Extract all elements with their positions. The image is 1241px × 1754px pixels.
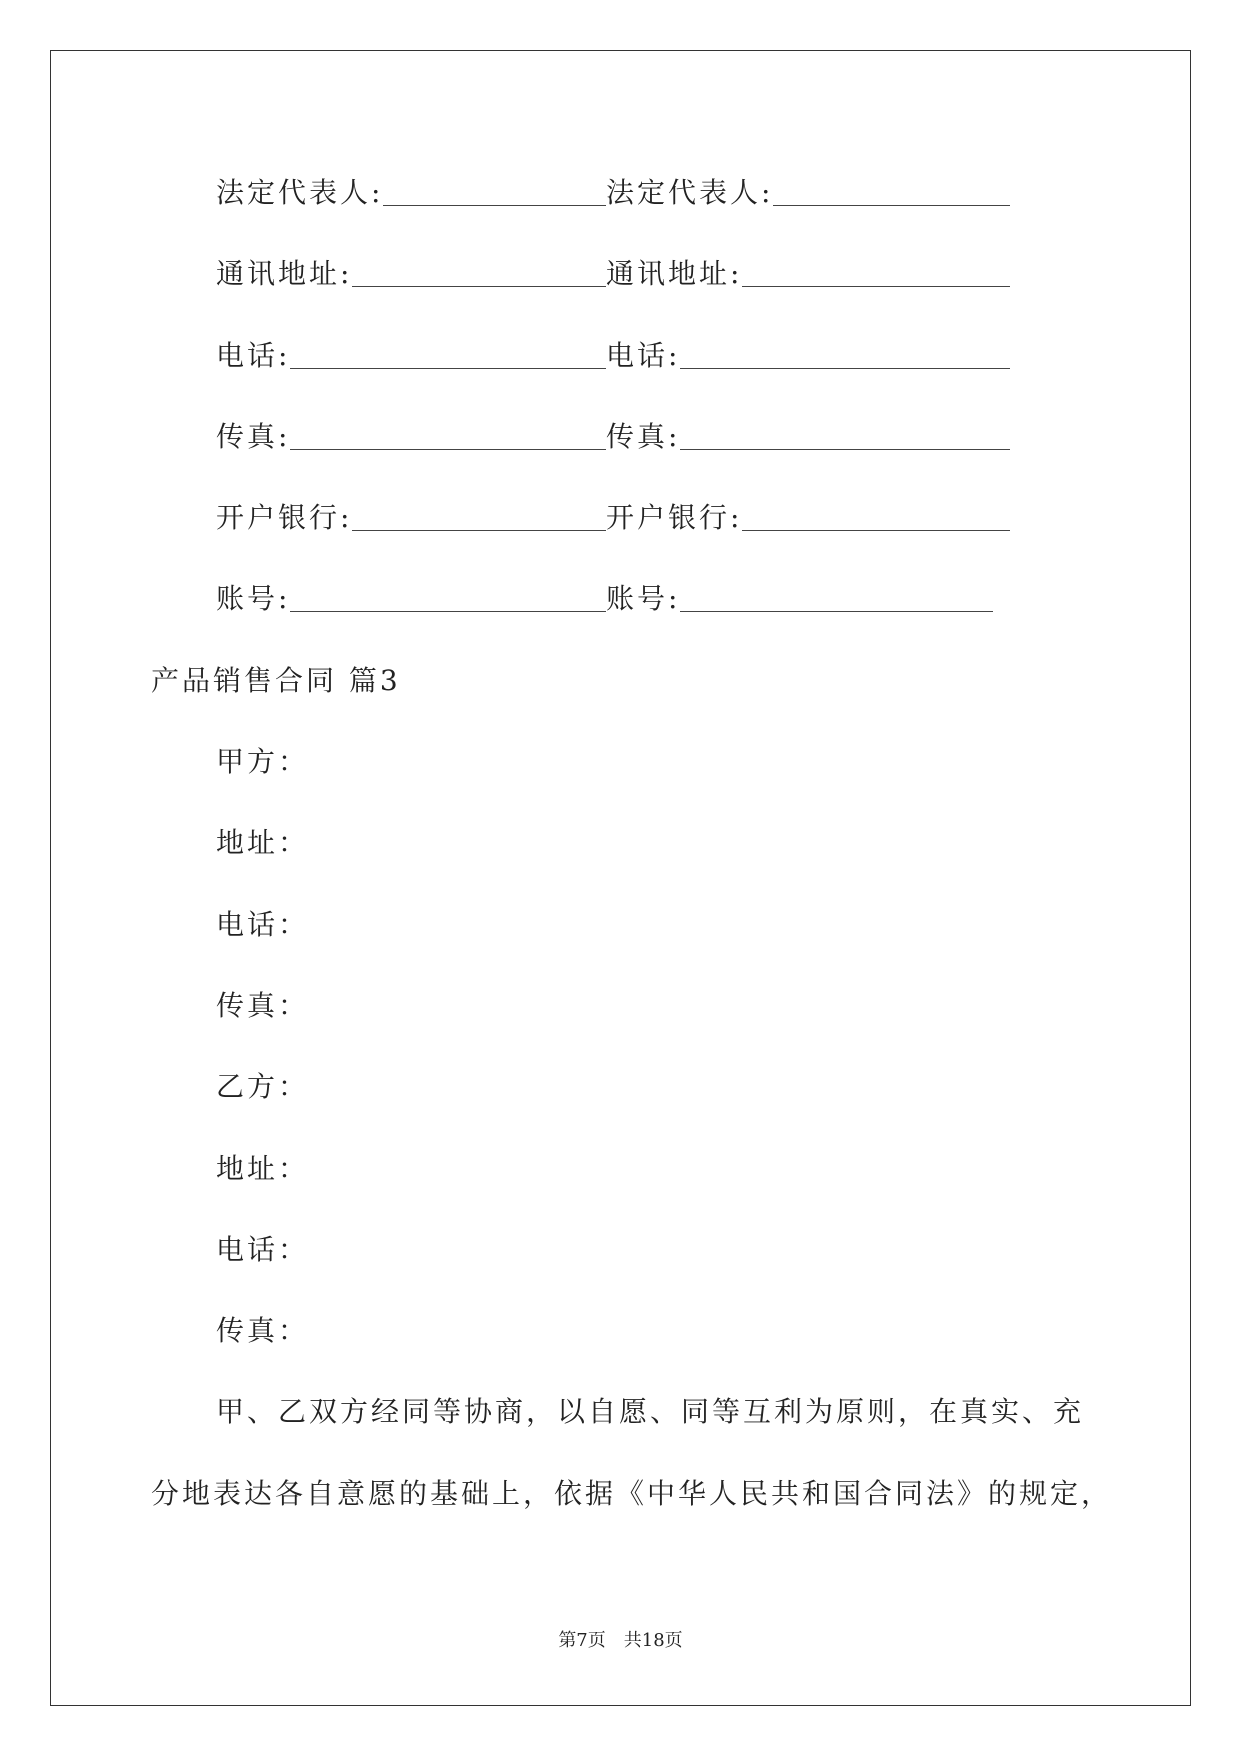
blank-line bbox=[680, 611, 993, 612]
blank-line bbox=[352, 530, 606, 531]
field-label: 通讯地址: bbox=[606, 257, 743, 291]
field-label: 电话: bbox=[606, 338, 681, 372]
form-row-bank bbox=[151, 477, 1112, 558]
intro-paragraph bbox=[151, 1371, 1112, 1534]
field-label: 通讯地址: bbox=[216, 257, 353, 291]
party-a-fax-label: 传真： bbox=[216, 988, 310, 1022]
party-b-field bbox=[606, 233, 1010, 314]
field-label: 开户银行: bbox=[216, 501, 353, 535]
party-a-phone-label: 电话： bbox=[216, 907, 310, 941]
blank-line bbox=[773, 205, 1010, 206]
blank-line bbox=[680, 368, 1010, 369]
blank-line bbox=[352, 286, 606, 287]
field-label: 法定代表人: bbox=[606, 176, 774, 209]
field-label: 电话: bbox=[216, 338, 291, 372]
blank-line bbox=[742, 286, 1010, 287]
section-title: 产品销售合同 篇3 bbox=[151, 663, 401, 697]
form-row-phone bbox=[151, 315, 1112, 396]
blank-line bbox=[290, 611, 606, 612]
field-label: 账号: bbox=[216, 582, 291, 616]
party-b-field bbox=[606, 558, 993, 639]
page-number-footer: 第7页 共18页 bbox=[558, 1630, 683, 1651]
party-a-field bbox=[216, 315, 606, 396]
party-a-address-label: 地址： bbox=[216, 826, 310, 860]
blank-line bbox=[742, 530, 1010, 531]
form-row-address bbox=[151, 233, 1112, 314]
party-b-address-label: 地址： bbox=[216, 1151, 310, 1185]
party-b-name-label: 乙方： bbox=[216, 1070, 310, 1104]
party-a-field bbox=[216, 396, 606, 477]
blank-line bbox=[290, 449, 606, 450]
blank-line bbox=[383, 205, 606, 206]
form-row-legal-representative bbox=[151, 152, 1112, 233]
form-row-fax bbox=[151, 396, 1112, 477]
party-b-field bbox=[606, 152, 1010, 233]
form-row-account bbox=[151, 558, 1112, 639]
party-a-field bbox=[216, 233, 606, 314]
party-b-field bbox=[606, 396, 1010, 477]
party-a-field bbox=[216, 477, 606, 558]
paragraph-line: 甲、乙双方经同等协商，以自愿、同等互利为原则，在真实、充 bbox=[216, 1395, 1085, 1429]
blank-line bbox=[290, 368, 606, 369]
party-a-name-label: 甲方： bbox=[216, 745, 310, 779]
party-b-phone-label: 电话： bbox=[216, 1232, 310, 1266]
field-label: 开户银行: bbox=[606, 501, 743, 535]
paragraph-line: 分地表达各自意愿的基础上，依据《中华人民共和国合同法》的规定， bbox=[151, 1476, 1113, 1510]
party-a-field bbox=[216, 558, 606, 639]
field-label: 法定代表人: bbox=[216, 176, 384, 209]
document-body bbox=[151, 152, 1112, 1534]
party-a-field bbox=[216, 152, 606, 233]
party-b-fax-label: 传真： bbox=[216, 1314, 310, 1348]
field-label: 账号: bbox=[606, 582, 681, 616]
field-label: 传真: bbox=[216, 419, 291, 453]
blank-line bbox=[680, 449, 1010, 450]
party-b-field bbox=[606, 477, 1010, 558]
field-label: 传真: bbox=[606, 419, 681, 453]
party-b-field bbox=[606, 315, 1010, 396]
